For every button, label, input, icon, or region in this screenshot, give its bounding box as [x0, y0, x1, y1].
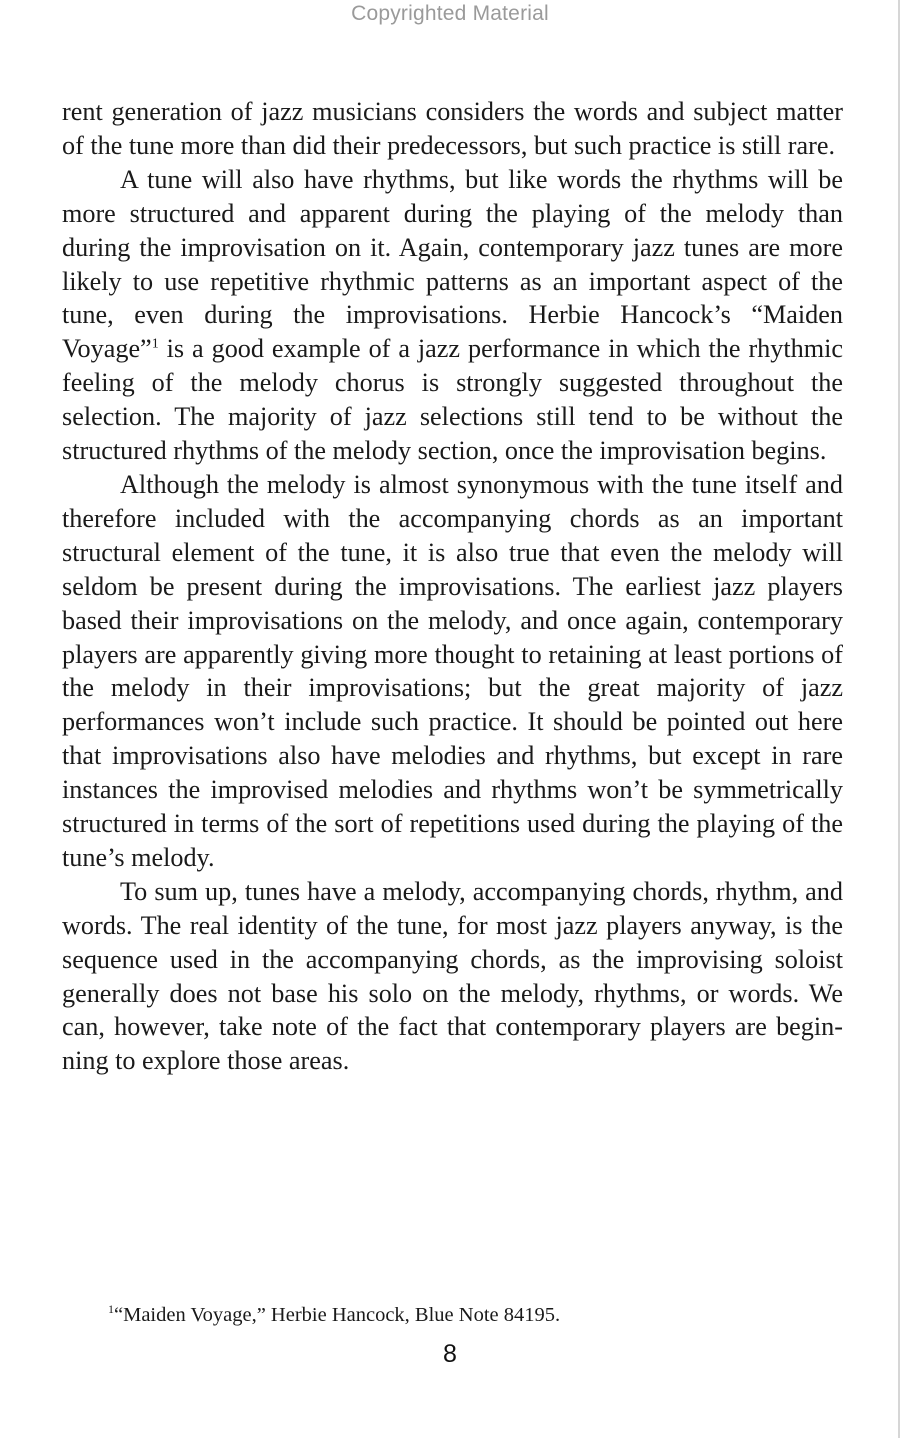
footnote-mark: 1: [108, 1302, 114, 1317]
copyright-watermark: Copyrighted Material: [351, 2, 549, 25]
paragraph-text: A tune will also have rhythms, but like words the rhythms will be more structured and apparent during the playing of the melody than during the improvisation on it. Again, contemporary jazz tunes are more likely to use repetitive rhythmic patterns as an important aspect of the tune, even during the improvisations. Herbie Hancock’s “Maiden Voyage”: [62, 164, 843, 364]
paragraph-melody: Although the melody is almost synonymous with the tune itself and therefore included with the accompanying chords as an important structural element of the tune, it is also true that even the melody will seldom be present during the improvisations. The earliest jazz players based their improvisations on the melody, and once again, contemporary players are apparently giving more thought to retaining at least portions of the melody in their improvisations; but the great majority of jazz performances won’t include such practice. It should be pointed out here that improvisations also have melodies and rhythms, but except in rare instances the improvised melodies and rhythms won’t be symmetrically structured in terms of the sort of repetitions used during the playing of the tune’s melody.: [62, 469, 843, 872]
footnote-reference[interactable]: 1: [151, 336, 159, 352]
footnote-text: “Maiden Voyage,” Herbie Hancock, Blue Note 84195.: [114, 1304, 561, 1326]
paragraph-rhythms: [62, 163, 843, 468]
paragraph-continuation: rent generation of jazz musicians considers the words and subject matter of the tune more than did their predecessors, but such practice is still rare.: [62, 97, 843, 160]
footnote: [108, 1304, 560, 1327]
body-text: [62, 95, 843, 1078]
paragraph-summary: To sum up, tunes have a melody, accompanying chords, rhythm, and words. The real identity of the tune, for most jazz players anyway, is the sequence used in the accompanying chords, as the improvising soloist generally does not base his solo on the melody, rhythms, or words. We can, however, take note of the fact that contemporary players are beginning to explore those areas.: [62, 876, 843, 1076]
paragraph-text-continued: is a good example of a jazz performance in which the rhythmic feeling of the melody chorus is strongly suggested throughout the selection. The majority of jazz selections still tend to be without the structured rhythms of the melody section, once the improvisation begins.: [62, 334, 843, 466]
page-number: 8: [443, 1340, 457, 1368]
